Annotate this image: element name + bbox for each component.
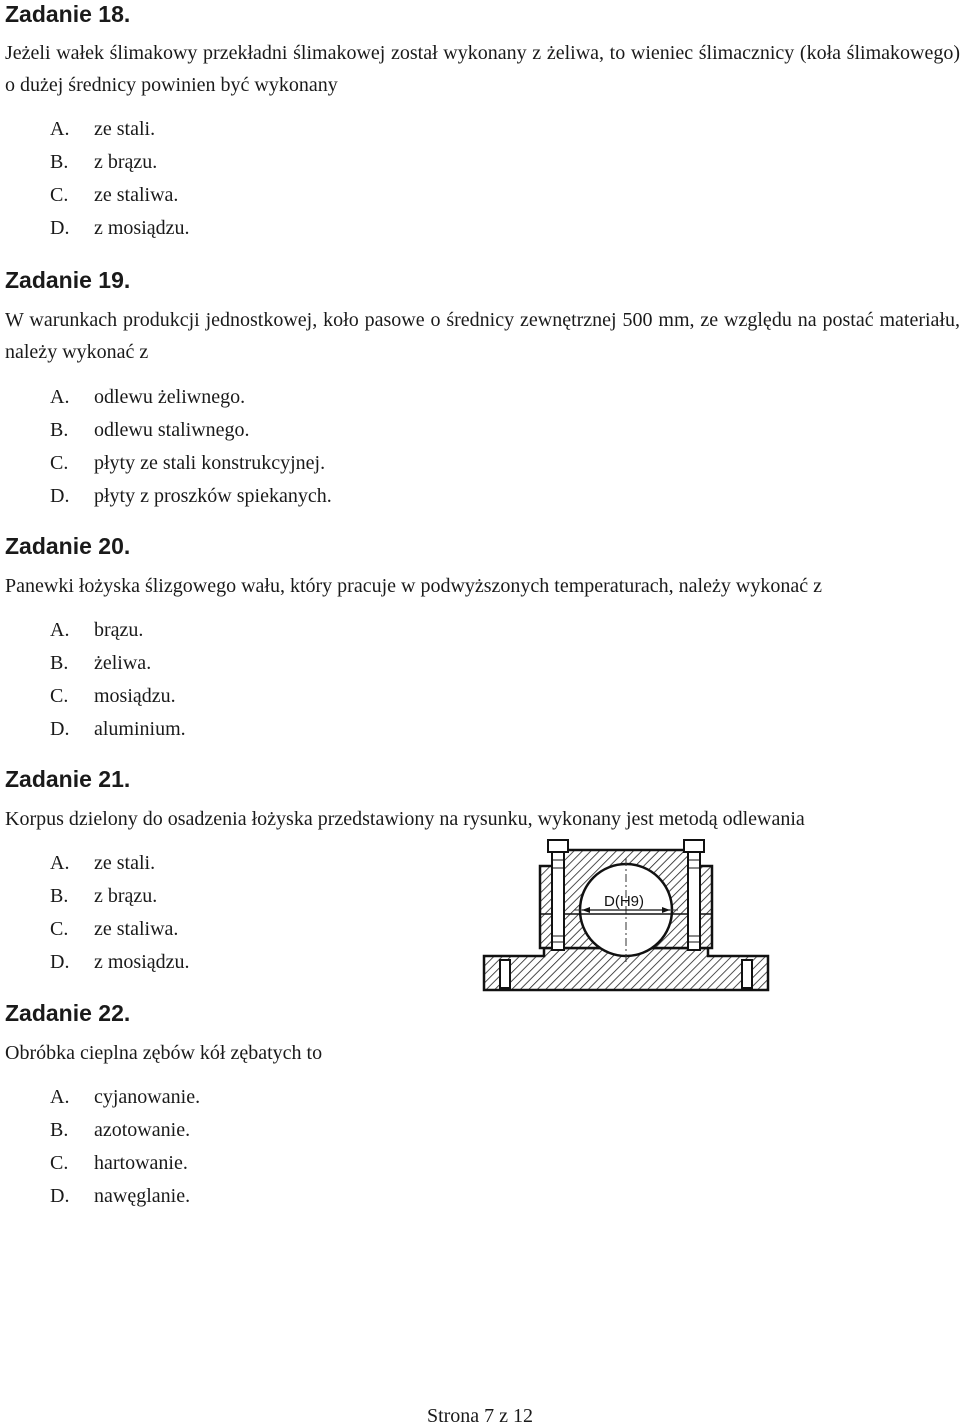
option-text: płyty z proszków spiekanych. bbox=[94, 485, 332, 507]
option-d bbox=[50, 713, 186, 746]
option-d bbox=[50, 1180, 190, 1213]
option-letter: A. bbox=[50, 386, 70, 408]
task-title: Zadanie 19. bbox=[5, 267, 131, 293]
task-title: Zadanie 20. bbox=[5, 533, 131, 559]
diameter-label: D(H9) bbox=[604, 893, 644, 910]
option-b bbox=[50, 647, 151, 680]
task-title: Zadanie 22. bbox=[5, 1000, 131, 1026]
option-text: z brązu. bbox=[94, 885, 158, 907]
option-letter: B. bbox=[50, 419, 69, 441]
task-question: Panewki łożyska ślizgowego wału, który pracuje w podwyższonych temperaturach, należy wykonać z bbox=[5, 575, 822, 597]
task-question: Jeżeli wałek ślimakowy przekładni ślimakowej został wykonany z żeliwa, to wieniec ślimacznicy (koła ślimakowego) o dużej średnicy powinien być wykonany bbox=[5, 42, 960, 96]
option-letter: B. bbox=[50, 652, 69, 674]
bearing-housing-drawing bbox=[478, 836, 774, 994]
option-text: nawęglanie. bbox=[94, 1185, 191, 1207]
option-text: ze stali. bbox=[94, 852, 156, 874]
task-title: Zadanie 18. bbox=[5, 1, 131, 27]
option-c bbox=[50, 913, 178, 946]
housing-body bbox=[484, 850, 768, 990]
option-letter: D. bbox=[50, 485, 70, 507]
option-a bbox=[50, 113, 155, 146]
option-a bbox=[50, 381, 245, 414]
option-d bbox=[50, 480, 332, 513]
option-letter: A. bbox=[50, 619, 70, 641]
option-letter: A. bbox=[50, 1086, 70, 1108]
option-text: odlewu żeliwnego. bbox=[94, 386, 246, 408]
option-a bbox=[50, 614, 143, 647]
bearing-housing-svg bbox=[478, 836, 774, 994]
option-letter: A. bbox=[50, 118, 70, 140]
option-letter: C. bbox=[50, 184, 69, 206]
option-c bbox=[50, 1147, 188, 1180]
option-letter: C. bbox=[50, 685, 69, 707]
option-text: odlewu staliwnego. bbox=[94, 419, 250, 441]
task-question: W warunkach produkcji jednostkowej, koło pasowe o średnicy zewnętrznej 500 mm, ze względu na postać materiału, należy wykonać z bbox=[5, 309, 960, 363]
option-letter: C. bbox=[50, 452, 69, 474]
option-letter: C. bbox=[50, 918, 69, 940]
option-text: z mosiądzu. bbox=[94, 217, 190, 239]
option-letter: B. bbox=[50, 1119, 69, 1141]
option-letter: D. bbox=[50, 718, 70, 740]
option-text: hartowanie. bbox=[94, 1152, 188, 1174]
option-text: ze stali. bbox=[94, 118, 156, 140]
option-letter: D. bbox=[50, 951, 70, 973]
option-text: azotowanie. bbox=[94, 1119, 191, 1141]
bolt-right bbox=[684, 840, 704, 950]
option-d bbox=[50, 212, 190, 245]
option-text: ze staliwa. bbox=[94, 918, 179, 940]
option-text: cyjanowanie. bbox=[94, 1086, 201, 1108]
option-c bbox=[50, 179, 178, 212]
option-a bbox=[50, 1081, 200, 1114]
option-b bbox=[50, 146, 157, 179]
option-text: żeliwa. bbox=[94, 652, 152, 674]
task-question: Korpus dzielony do osadzenia łożyska przedstawiony na rysunku, wykonany jest metodą odlewania bbox=[5, 808, 805, 830]
option-b bbox=[50, 1114, 190, 1147]
option-letter: D. bbox=[50, 217, 70, 239]
task-title: Zadanie 21. bbox=[5, 766, 131, 792]
option-letter: D. bbox=[50, 1185, 70, 1207]
option-text: z brązu. bbox=[94, 151, 158, 173]
option-c bbox=[50, 447, 325, 480]
bolt-left bbox=[548, 840, 568, 950]
option-a bbox=[50, 847, 155, 880]
task-question: Obróbka cieplna zębów kół zębatych to bbox=[5, 1042, 323, 1064]
option-b bbox=[50, 880, 157, 913]
option-letter: B. bbox=[50, 885, 69, 907]
option-text: mosiądzu. bbox=[94, 685, 176, 707]
option-letter: A. bbox=[50, 852, 70, 874]
option-text: ze staliwa. bbox=[94, 184, 179, 206]
option-text: aluminium. bbox=[94, 718, 186, 740]
option-c bbox=[50, 680, 176, 713]
option-text: brązu. bbox=[94, 619, 144, 641]
option-d bbox=[50, 946, 190, 979]
option-b bbox=[50, 414, 250, 447]
option-letter: C. bbox=[50, 1152, 69, 1174]
page-number: Strona 7 z 12 bbox=[426, 1405, 534, 1427]
option-text: z mosiądzu. bbox=[94, 951, 190, 973]
option-letter: B. bbox=[50, 151, 69, 173]
option-text: płyty ze stali konstrukcyjnej. bbox=[94, 452, 326, 474]
